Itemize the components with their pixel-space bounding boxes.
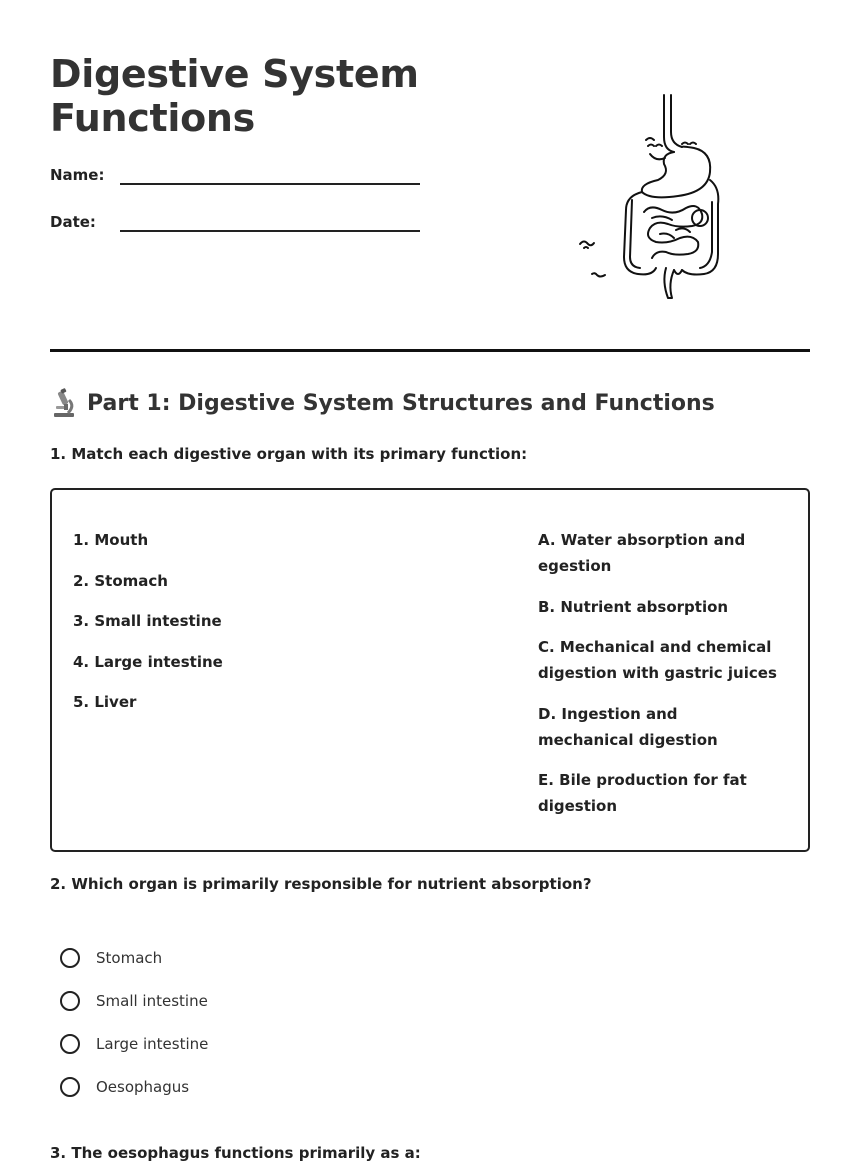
name-label: Name: xyxy=(50,166,105,184)
section-title: Part 1: Digestive System Structures and Functions xyxy=(87,390,715,416)
date-field xyxy=(50,213,420,243)
function-item: B. Nutrient absorption xyxy=(538,597,729,616)
organ-item: 2. Stomach xyxy=(73,571,168,590)
page-title: Digestive System Functions xyxy=(50,52,419,140)
radio-button[interactable] xyxy=(60,1077,80,1097)
organ-item: 4. Large intestine xyxy=(73,652,223,671)
function-item: E. Bile production for fat digestion xyxy=(538,771,747,815)
option-oesophagus[interactable] xyxy=(60,1065,208,1108)
function-item: D. Ingestion and mechanical digestion xyxy=(538,704,718,749)
question-1: 1. Match each digestive organ with its primary function: xyxy=(50,445,528,463)
function-item: C. Mechanical and chemical digestion with gastric juices xyxy=(538,638,777,682)
date-line[interactable] xyxy=(120,230,420,232)
organs-column xyxy=(73,527,223,730)
question-2-options xyxy=(60,936,208,1108)
digestive-system-icon xyxy=(570,92,750,307)
option-label: Small intestine xyxy=(96,991,208,1010)
question-3: 3. The oesophagus functions primarily as a: xyxy=(50,1144,421,1162)
name-field xyxy=(50,166,420,196)
radio-button[interactable] xyxy=(60,948,80,968)
option-small-intestine[interactable] xyxy=(60,979,208,1022)
functions-column xyxy=(538,527,778,834)
option-large-intestine[interactable] xyxy=(60,1022,208,1065)
question-2: 2. Which organ is primarily responsible for nutrient absorption? xyxy=(50,875,592,893)
organ-item: 1. Mouth xyxy=(73,531,149,549)
section-heading xyxy=(50,388,715,418)
option-label: Large intestine xyxy=(96,1034,209,1053)
date-label: Date: xyxy=(50,213,96,231)
function-item: A. Water absorption and egestion xyxy=(538,531,746,575)
section-divider xyxy=(50,349,810,352)
name-line[interactable] xyxy=(120,183,420,185)
organ-item: 3. Small intestine xyxy=(73,612,222,630)
microscope-icon xyxy=(50,388,78,418)
matching-box xyxy=(50,488,810,852)
option-stomach[interactable] xyxy=(60,936,208,979)
radio-button[interactable] xyxy=(60,1034,80,1054)
option-label: Stomach xyxy=(96,948,163,967)
organ-item: 5. Liver xyxy=(73,693,137,711)
option-label: Oesophagus xyxy=(96,1077,190,1096)
radio-button[interactable] xyxy=(60,991,80,1011)
